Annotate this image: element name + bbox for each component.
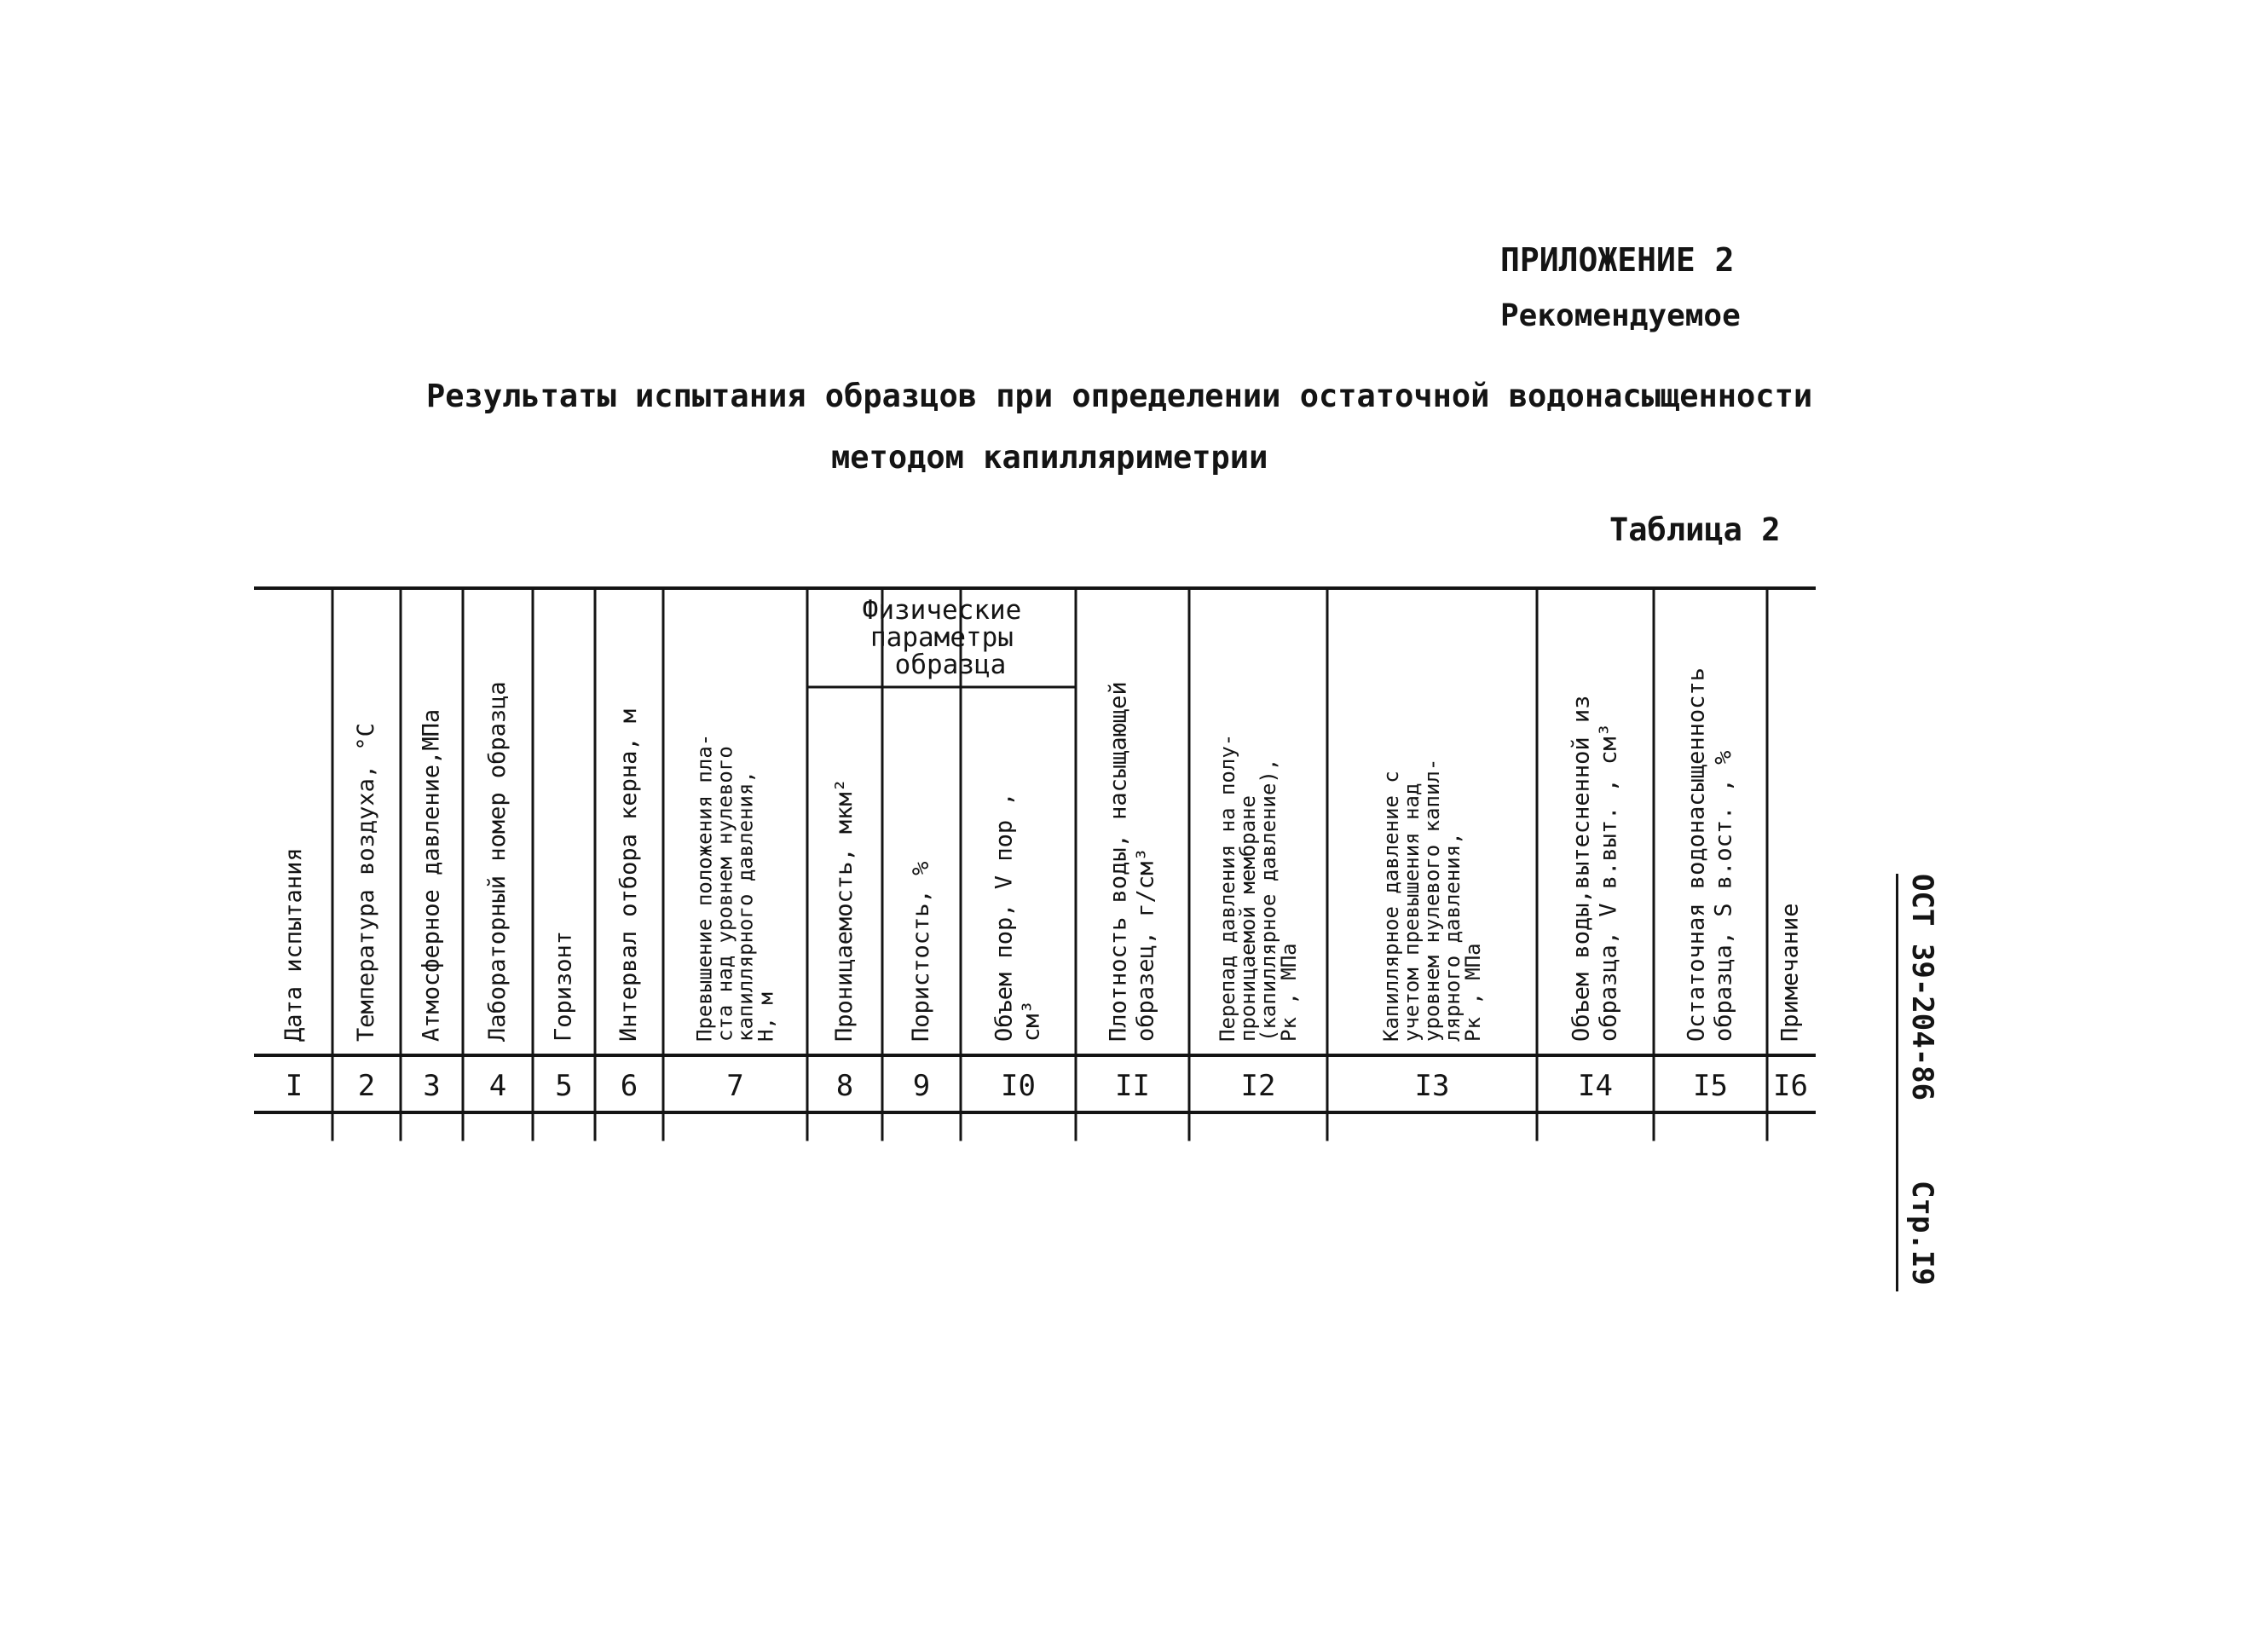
group-header-line-2: параметры — [870, 622, 1014, 653]
column-header-13-line-2: учетом превышения над — [1400, 783, 1424, 1042]
side-rule — [1896, 874, 1898, 1291]
column-header-7-line-2: ста над уровнем нулевого — [713, 746, 737, 1042]
column-number-13: I3 — [1414, 1069, 1450, 1103]
column-number-2: 2 — [357, 1069, 376, 1103]
column-number-15: I5 — [1693, 1069, 1728, 1103]
column-header-3-line-1: Атмосферное давление,МПа — [418, 708, 445, 1042]
column-number-9: 9 — [912, 1069, 931, 1103]
column-header-8-line-1: Проницаемость, мкм² — [831, 778, 858, 1042]
column-number-7: 7 — [726, 1069, 744, 1103]
standard-code: ОСТ 39-204-86 — [1905, 874, 1939, 1101]
column-header-9-line-1: Пористость, % — [908, 861, 934, 1042]
column-number-6: 6 — [620, 1069, 638, 1103]
column-header-7-line-4: Н, м — [754, 992, 778, 1042]
column-header-4-line-1: Лабораторный номер образца — [484, 681, 511, 1042]
column-header-12-line-1: Перепад давления на полу- — [1216, 733, 1239, 1042]
column-header-10-line-1: Объем пор, V пор , — [991, 792, 1018, 1042]
column-header-7-line-3: капиллярного давления, — [733, 771, 758, 1042]
column-header-1-line-1: Дата испытания — [280, 847, 307, 1042]
column-header-13-line-1: Капиллярное давление с — [1379, 771, 1403, 1042]
column-header-16-line-1: Примечание — [1776, 903, 1804, 1042]
column-header-14-line-2: образца, V в.выт. , см³ — [1595, 723, 1622, 1042]
column-number-8: 8 — [835, 1069, 854, 1103]
column-number-10: I0 — [1001, 1069, 1036, 1103]
column-header-15-line-2: образца, S в.ост. , % — [1710, 750, 1737, 1042]
column-number-11: II — [1115, 1069, 1150, 1103]
document-title-line-1: Результаты испытания образцов при определении остаточной водонасыщенности — [426, 378, 1813, 414]
document-title-line-2: методом капилляриметрии — [831, 439, 1268, 476]
column-number-16: I6 — [1773, 1069, 1808, 1103]
column-number-3: 3 — [423, 1069, 441, 1103]
page-number: Стр.I9 — [1905, 1181, 1939, 1285]
column-header-10-line-2: см³ — [1018, 1000, 1045, 1042]
column-header-13-line-3: уровнем нулевого капил- — [1420, 758, 1444, 1042]
column-header-12-line-4: Pк , МПа — [1277, 943, 1301, 1042]
column-header-14-line-1: Объем воды,вытесненной из — [1568, 695, 1595, 1042]
table-label: Таблица 2 — [1609, 511, 1781, 548]
group-header-line-1: Физические — [862, 595, 1022, 626]
column-header-12-line-2: проницаемой мембране — [1236, 795, 1260, 1042]
column-header-11-line-1: Плотность воды, насыщающей — [1105, 681, 1132, 1042]
column-header-13-line-4: лярного давления, — [1441, 832, 1464, 1042]
column-header-12-line-3: (капиллярное давление), — [1256, 758, 1280, 1042]
column-number-1: I — [285, 1069, 303, 1103]
column-number-14: I4 — [1578, 1069, 1613, 1103]
column-header-6-line-1: Интервал отбора керна, м — [615, 708, 642, 1042]
column-header-15-line-1: Остаточная водонасыщенность — [1683, 667, 1710, 1042]
appendix-label: ПРИЛОЖЕНИЕ 2 — [1500, 241, 1735, 279]
column-header-2-line-1: Температура воздуха, °C — [353, 723, 379, 1042]
group-header-line-3: образца — [894, 650, 1007, 680]
column-header-11-line-2: образец, г/см³ — [1132, 847, 1159, 1042]
column-number-5: 5 — [555, 1069, 573, 1103]
column-number-12: I2 — [1240, 1069, 1276, 1103]
column-number-4: 4 — [488, 1069, 507, 1103]
column-header-13-line-5: Pк , МПа — [1461, 943, 1485, 1042]
column-header-5-line-1: Горизонт — [550, 930, 577, 1042]
recommended-status: Рекомендуемое — [1500, 298, 1741, 333]
column-header-7-line-1: Превышение положения пла- — [692, 733, 717, 1042]
